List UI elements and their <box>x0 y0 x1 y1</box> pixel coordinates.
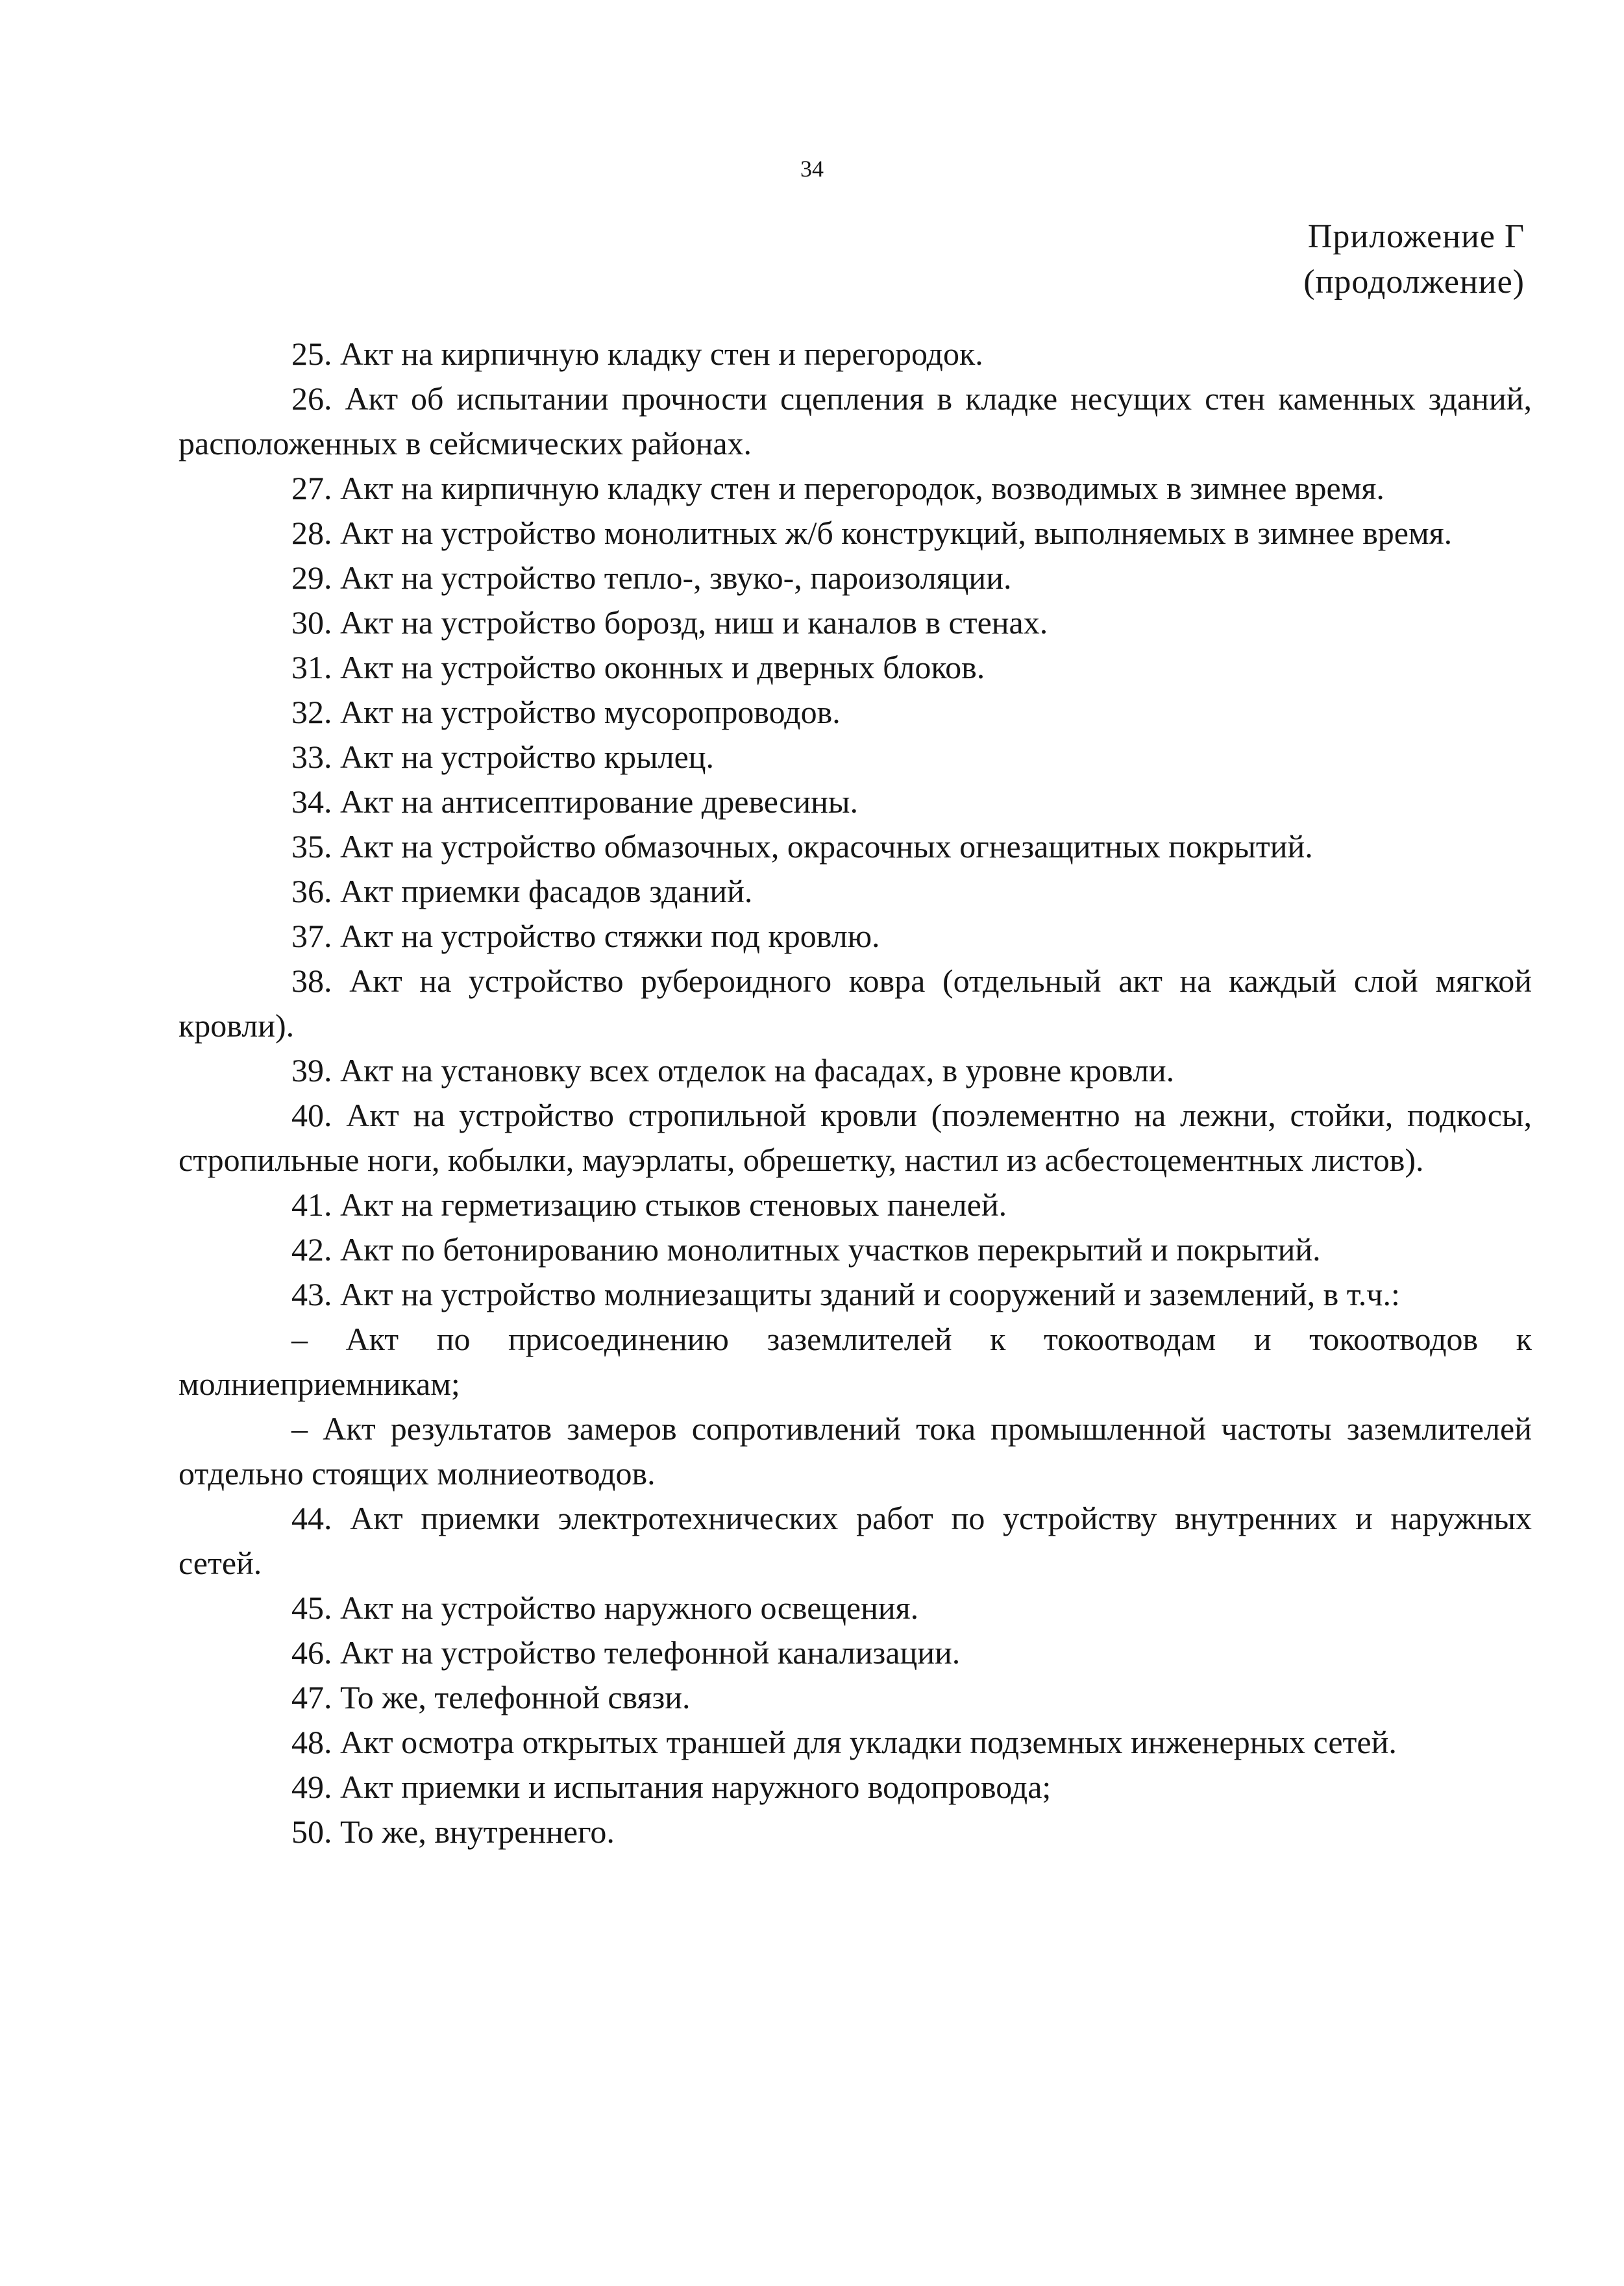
list-item-47: 47. То же, телефонной связи. <box>291 1679 691 1715</box>
list-item-48: 48. Акт осмотра открытых траншей для укладки подземных инженерных сетей. <box>291 1724 1397 1760</box>
list-item-41: 41. Акт на герметизацию стыков стеновых панелей. <box>291 1186 1007 1223</box>
list-item-26: 26. Акт об испытании прочности сцепления в кладке несущих стен каменных зданий, расположенных в сейсмических районах. <box>178 380 1532 461</box>
list-item-32: 32. Акт на устройство мусоропроводов. <box>291 694 841 730</box>
list-item-43: 43. Акт на устройство молниезащиты зданий и сооружений и заземлений, в т.ч.: <box>291 1276 1400 1312</box>
list-item-28: 28. Акт на устройство монолитных ж/б конструкций, выполняемых в зимнее время. <box>291 515 1453 551</box>
list-item-40: 40. Акт на устройство стропильной кровли (поэлементно на лежни, стойки, подкосы, стропильные ноги, кобылки, мауэрлаты, обрешетку, настил из асбестоцементных листов). <box>178 1097 1532 1178</box>
list-item-29: 29. Акт на устройство тепло-, звуко-, пароизоляции. <box>291 559 1012 596</box>
appendix-header <box>1303 214 1525 305</box>
list-item-30: 30. Акт на устройство борозд, ниш и каналов в стенах. <box>291 604 1048 641</box>
list-item-36: 36. Акт приемки фасадов зданий. <box>291 873 753 909</box>
list-item-35: 35. Акт на устройство обмазочных, окрасочных огнезащитных покрытий. <box>291 828 1313 865</box>
list-item-39: 39. Акт на установку всех отделок на фасадах, в уровне кровли. <box>291 1052 1175 1088</box>
list-item-37: 37. Акт на устройство стяжки под кровлю. <box>291 918 880 954</box>
list-item-33: 33. Акт на устройство крылец. <box>291 739 715 775</box>
list-item-45: 45. Акт на устройство наружного освещения. <box>291 1590 919 1626</box>
page-number: 34 <box>800 156 824 182</box>
document-list <box>178 332 1532 1854</box>
list-item-49: 49. Акт приемки и испытания наружного водопровода; <box>291 1769 1052 1805</box>
list-item-31: 31. Акт на устройство оконных и дверных блоков. <box>291 649 985 685</box>
list-item-50: 50. То же, внутреннего. <box>291 1813 615 1850</box>
appendix-continuation: (продолжение) <box>1303 264 1525 301</box>
list-item-34: 34. Акт на антисептирование древесины. <box>291 783 858 820</box>
appendix-title: Приложение Г <box>1307 218 1525 255</box>
list-item-38: 38. Акт на устройство рубероидного ковра (отдельный акт на каждый слой мягкой кровли). <box>178 963 1532 1044</box>
list-item-44: 44. Акт приемки электротехнических работ по устройству внутренних и наружных сетей. <box>178 1500 1532 1581</box>
list-subitem-43-1: – Акт по присоединению заземлителей к токоотводам и токоотводов к молниеприемникам; <box>178 1321 1532 1402</box>
list-item-42: 42. Акт по бетонированию монолитных участков перекрытий и покрытий. <box>291 1231 1321 1268</box>
list-item-46: 46. Акт на устройство телефонной канализации. <box>291 1634 961 1671</box>
list-item-27: 27. Акт на кирпичную кладку стен и перегородок, возводимых в зимнее время. <box>291 470 1384 506</box>
list-subitem-43-2: – Акт результатов замеров сопротивлений тока промышленной частоты заземлителей отдельно стоящих молниеотводов. <box>178 1410 1532 1492</box>
list-item-25: 25. Акт на кирпичную кладку стен и перегородок. <box>291 336 983 372</box>
